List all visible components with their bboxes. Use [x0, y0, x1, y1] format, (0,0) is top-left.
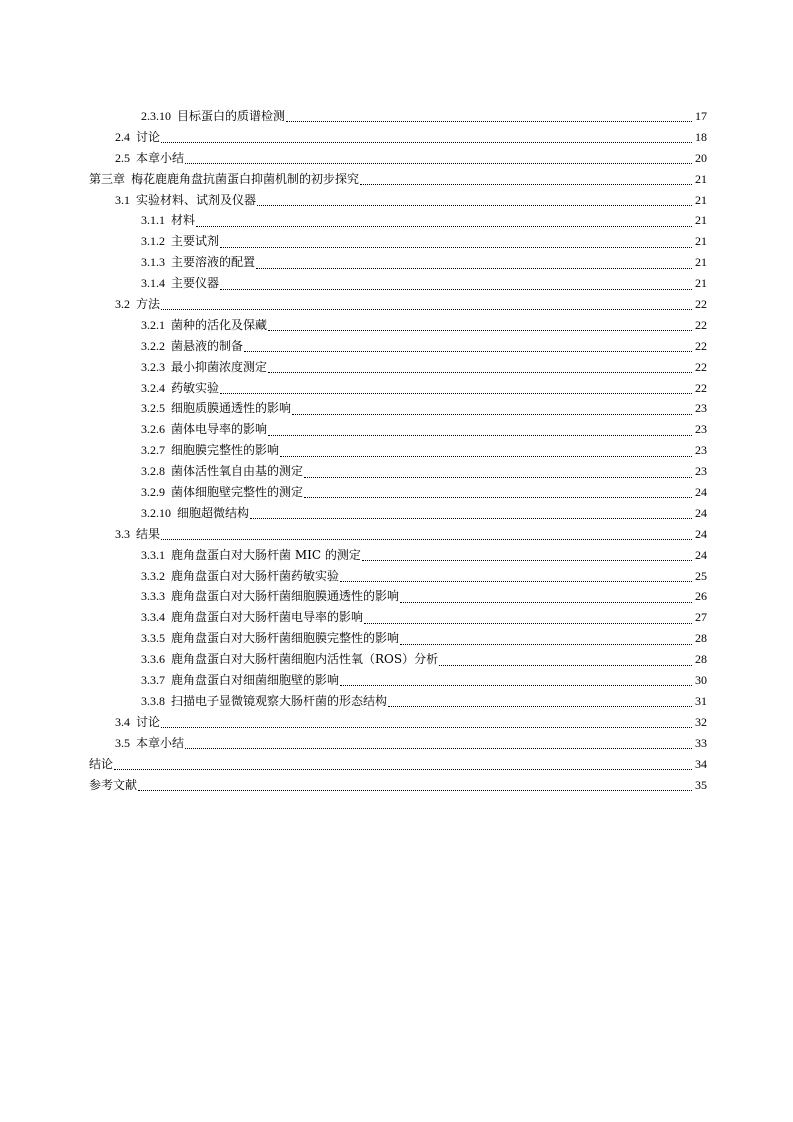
toc-entry-title: 本章小结 [136, 735, 185, 750]
toc-entry-page-number: 23 [695, 401, 707, 416]
dot-leader [114, 760, 692, 772]
dot-leader [161, 718, 692, 730]
toc-entry-title: 最小抑菌浓度测定 [171, 359, 268, 374]
toc-entry[interactable] [89, 712, 707, 733]
dot-leader [304, 488, 692, 500]
toc-entry-page-number: 31 [695, 693, 707, 708]
toc-entry-number: 3.2.7 [141, 443, 165, 458]
toc-entry-title: 鹿角盘蛋白对大肠杆菌电导率的影响 [171, 610, 364, 625]
toc-entry-title: 细胞质膜通透性的影响 [171, 401, 292, 416]
toc-entry-number: 3.1.3 [141, 255, 165, 270]
toc-entry-page-number: 22 [695, 297, 707, 312]
toc-entry-page-number: 24 [695, 547, 707, 562]
toc-entry[interactable] [89, 148, 707, 169]
toc-entry-page-number: 18 [695, 129, 707, 144]
toc-entry-number: 3.1 [115, 192, 130, 207]
dot-leader [185, 739, 692, 751]
toc-entry-title: 鹿角盘蛋白对大肠杆菌细胞膜完整性的影响 [171, 631, 400, 646]
toc-entry[interactable] [89, 503, 707, 524]
dot-leader [220, 280, 692, 292]
toc-entry-number: 3.3.8 [141, 693, 165, 708]
table-of-contents [89, 106, 707, 795]
toc-entry-page-number: 22 [695, 380, 707, 395]
toc-entry-title: 菌体电导率的影响 [171, 422, 268, 437]
toc-entry-title: 主要溶液的配置 [171, 255, 256, 270]
toc-entry-page-number: 21 [695, 234, 707, 249]
dot-leader [268, 363, 692, 375]
toc-entry-page-number: 26 [695, 589, 707, 604]
toc-entry-title: 鹿角盘蛋白对大肠杆菌药敏实验 [171, 568, 340, 583]
dot-leader [388, 697, 692, 709]
toc-entry-number: 2.4 [115, 129, 130, 144]
toc-entry[interactable] [89, 754, 707, 775]
toc-entry[interactable] [89, 461, 707, 482]
dot-leader [256, 259, 692, 271]
toc-entry-number: 3.2.6 [141, 422, 165, 437]
toc-entry-number: 2.5 [115, 150, 130, 165]
toc-entry-number: 3.3.2 [141, 568, 165, 583]
toc-entry[interactable] [89, 398, 707, 419]
dot-leader [268, 426, 692, 438]
toc-entry-page-number: 24 [695, 485, 707, 500]
dot-leader [360, 175, 692, 187]
toc-entry-number: 3.2.8 [141, 464, 165, 479]
toc-entry-page-number: 24 [695, 505, 707, 520]
toc-entry-number: 3.5 [115, 735, 130, 750]
toc-entry-number: 2.3.10 [141, 109, 171, 123]
toc-entry-number: 3.3 [115, 526, 130, 541]
toc-entry-page-number: 20 [695, 150, 707, 165]
toc-entry-page-number: 30 [695, 673, 707, 688]
toc-entry-page-number: 22 [695, 338, 707, 353]
dot-leader [362, 551, 692, 563]
toc-entry-title: 药敏实验 [171, 380, 220, 395]
toc-entry[interactable] [89, 607, 707, 628]
toc-entry-page-number: 22 [695, 317, 707, 332]
toc-entry-number: 3.2.2 [141, 338, 165, 353]
dot-leader [304, 468, 692, 480]
toc-entry[interactable] [89, 649, 707, 670]
toc-entry-title: 参考文献 [89, 777, 138, 792]
dot-leader [161, 133, 692, 145]
toc-entry[interactable] [89, 545, 707, 566]
toc-entry-page-number: 21 [695, 171, 707, 186]
dot-leader [220, 238, 692, 250]
toc-entry-title: 主要试剂 [171, 234, 220, 249]
toc-entry-page-number: 34 [695, 756, 707, 771]
toc-entry[interactable] [89, 419, 707, 440]
toc-entry-page-number: 22 [695, 359, 707, 374]
toc-entry-page-number: 28 [695, 652, 707, 667]
toc-entry-title: 目标蛋白的质谱检测 [177, 109, 286, 123]
toc-entry-page-number: 17 [695, 109, 707, 123]
toc-entry[interactable] [89, 378, 707, 399]
toc-entry[interactable] [89, 336, 707, 357]
dot-leader [185, 154, 692, 166]
toc-entry-number: 3.1.2 [141, 234, 165, 249]
toc-entry-number: 3.3.6 [141, 652, 165, 667]
toc-entry[interactable] [89, 586, 707, 607]
toc-entry-page-number: 21 [695, 276, 707, 291]
dot-leader [220, 384, 692, 396]
toc-entry-number: 3.3.4 [141, 610, 165, 625]
dot-leader [250, 509, 692, 521]
toc-entry-title: 鹿角盘蛋白对细菌细胞壁的影响 [171, 673, 340, 688]
dot-leader [280, 447, 692, 459]
toc-entry-title: 细胞超微结构 [177, 505, 250, 520]
toc-entry-title: 讨论 [136, 714, 161, 729]
toc-entry-page-number: 21 [695, 192, 707, 207]
toc-entry-title: 实验材料、试剂及仪器 [136, 192, 257, 207]
dot-leader [439, 656, 692, 668]
toc-entry-number: 第三章 [89, 171, 126, 186]
toc-entry-number: 3.3.7 [141, 673, 165, 688]
dot-leader [161, 530, 692, 542]
toc-entry-number: 3.2.9 [141, 485, 165, 500]
toc-entry-title: 鹿角盘蛋白对大肠杆菌 MIC 的测定 [171, 547, 361, 562]
toc-entry-title: 梅花鹿鹿角盘抗菌蛋白抑菌机制的初步探究 [131, 171, 360, 186]
toc-entry[interactable] [89, 273, 707, 294]
toc-entry-page-number: 32 [695, 714, 707, 729]
toc-entry-page-number: 23 [695, 443, 707, 458]
toc-entry-page-number: 35 [695, 777, 707, 792]
toc-entry[interactable] [89, 733, 707, 754]
toc-entry[interactable] [89, 252, 707, 273]
dot-leader [138, 781, 692, 793]
dot-leader [292, 405, 692, 417]
toc-entry-number: 3.1.4 [141, 276, 165, 291]
dot-leader [257, 196, 692, 208]
toc-entry-number: 3.4 [115, 714, 130, 729]
toc-entry-page-number: 25 [695, 568, 707, 583]
toc-entry-number: 3.2.10 [141, 505, 171, 520]
toc-entry-page-number: 23 [695, 422, 707, 437]
toc-entry[interactable] [89, 482, 707, 503]
toc-entry[interactable] [89, 106, 707, 127]
dot-leader [161, 300, 692, 312]
toc-entry[interactable] [89, 670, 707, 691]
toc-entry[interactable] [89, 628, 707, 649]
toc-entry-number: 3.2.1 [141, 317, 165, 332]
toc-entry-title: 方法 [136, 297, 161, 312]
dot-leader [286, 112, 692, 124]
toc-entry[interactable] [89, 169, 707, 190]
toc-entry-page-number: 23 [695, 464, 707, 479]
toc-entry-number: 3.3.3 [141, 589, 165, 604]
dot-leader [400, 593, 692, 605]
toc-entry[interactable] [89, 231, 707, 252]
toc-entry[interactable] [89, 775, 707, 796]
toc-entry-title: 菌种的活化及保藏 [171, 317, 268, 332]
toc-entry-number: 3.2 [115, 297, 130, 312]
toc-entry-title: 菌悬液的制备 [171, 338, 244, 353]
toc-entry-number: 3.1.1 [141, 213, 165, 228]
toc-entry-title: 结论 [89, 756, 114, 771]
toc-entry-title: 结果 [136, 526, 161, 541]
toc-entry-number: 3.2.3 [141, 359, 165, 374]
toc-entry-page-number: 21 [695, 213, 707, 228]
toc-entry-number: 3.3.1 [141, 547, 165, 562]
toc-entry-number: 3.2.4 [141, 380, 165, 395]
toc-entry-page-number: 28 [695, 631, 707, 646]
toc-entry-page-number: 21 [695, 255, 707, 270]
toc-entry[interactable] [89, 691, 707, 712]
dot-leader [340, 676, 692, 688]
dot-leader [364, 614, 692, 626]
toc-entry-page-number: 24 [695, 526, 707, 541]
toc-entry-title: 鹿角盘蛋白对大肠杆菌细胞膜通透性的影响 [171, 589, 400, 604]
toc-entry[interactable] [89, 127, 707, 148]
toc-entry[interactable] [89, 357, 707, 378]
toc-entry-title: 菌体细胞壁完整性的测定 [171, 485, 304, 500]
toc-entry[interactable] [89, 294, 707, 315]
toc-entry-title: 材料 [171, 213, 196, 228]
dot-leader [196, 217, 692, 229]
toc-entry-title: 本章小结 [136, 150, 185, 165]
dot-leader [268, 321, 692, 333]
toc-entry-number: 3.2.5 [141, 401, 165, 416]
dot-leader [340, 572, 692, 584]
dot-leader [244, 342, 692, 354]
toc-entry-title: 主要仪器 [171, 276, 220, 291]
toc-entry-page-number: 27 [695, 610, 707, 625]
toc-entry[interactable] [89, 190, 707, 211]
toc-entry-title: 扫描电子显微镜观察大肠杆菌的形态结构 [171, 693, 388, 708]
toc-entry[interactable] [89, 524, 707, 545]
toc-entry-title: 细胞膜完整性的影响 [171, 443, 280, 458]
toc-entry[interactable] [89, 315, 707, 336]
toc-entry-page-number: 33 [695, 735, 707, 750]
toc-entry-title: 菌体活性氧自由基的测定 [171, 464, 304, 479]
dot-leader [400, 635, 692, 647]
toc-entry-title: 讨论 [136, 129, 161, 144]
toc-entry[interactable] [89, 210, 707, 231]
toc-entry[interactable] [89, 566, 707, 587]
toc-entry-title: 鹿角盘蛋白对大肠杆菌细胞内活性氧（ROS）分析 [171, 652, 439, 667]
toc-entry-number: 3.3.5 [141, 631, 165, 646]
toc-entry[interactable] [89, 440, 707, 461]
